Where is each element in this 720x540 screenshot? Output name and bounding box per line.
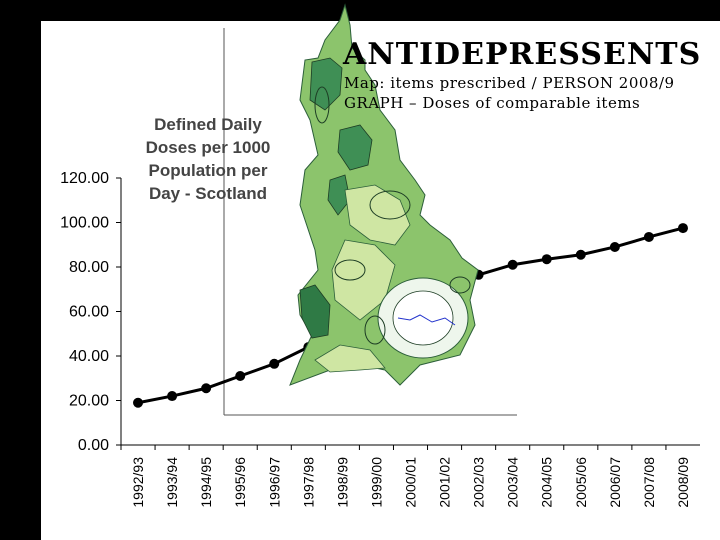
x-tick-label: 1994/95 [198, 457, 215, 508]
x-tick-label: 1999/00 [368, 457, 385, 508]
slide-subtitle-map: Map: items prescribed / PERSON 2008/9 [344, 74, 675, 92]
y-tick-label: 20.00 [68, 392, 109, 410]
data-point [235, 371, 245, 381]
data-point [610, 242, 620, 252]
x-tick-label: 1995/96 [232, 457, 249, 508]
x-tick-label: 2005/06 [572, 457, 589, 508]
x-tick-label: 1993/94 [164, 457, 181, 508]
chart-title-line-4: Day - Scotland [148, 184, 268, 203]
x-tick-label: 2008/09 [674, 457, 691, 508]
y-tick-label: 80.00 [68, 259, 109, 276]
y-tick-label: 0.00 [77, 437, 109, 454]
chart-title-line-3: Population per [148, 161, 268, 180]
x-tick-label: 1997/98 [300, 457, 317, 508]
y-tick-label: 40.00 [68, 348, 109, 365]
data-point [542, 254, 552, 264]
x-tick-label: 1992/93 [130, 457, 147, 508]
data-point [678, 223, 688, 233]
x-tick-label: 1996/97 [266, 457, 283, 508]
slide-heading: ANTIDEPRESSENTS [343, 37, 702, 72]
x-tick-label: 2004/05 [538, 457, 555, 508]
x-tick-label: 2001/02 [436, 457, 453, 508]
y-ticks [60, 170, 121, 454]
data-point [576, 250, 586, 260]
chart-title-line-1: Defined Daily [154, 115, 262, 134]
x-tick-label: 2007/08 [640, 457, 657, 508]
data-point [133, 398, 143, 408]
x-tick-label: 2002/03 [470, 457, 487, 508]
data-point [201, 383, 211, 393]
x-ticks [121, 445, 691, 508]
y-tick-label: 60.00 [68, 303, 109, 321]
data-point [508, 260, 518, 270]
x-tick-label: 2000/01 [402, 457, 419, 508]
chart-title-line-2: Doses per 1000 [145, 138, 271, 157]
data-point [269, 359, 279, 369]
chart-title [146, 115, 271, 203]
x-tick-label: 2006/07 [606, 457, 623, 508]
data-point [644, 232, 654, 242]
y-tick-label: 120.00 [60, 170, 109, 187]
x-tick-label: 2003/04 [504, 457, 521, 508]
data-point [167, 391, 177, 401]
slide-subtitle-graph: GRAPH – Doses of comparable items [344, 94, 641, 112]
x-tick-label: 1998/99 [334, 457, 351, 508]
y-tick-label: 100.00 [60, 214, 109, 232]
